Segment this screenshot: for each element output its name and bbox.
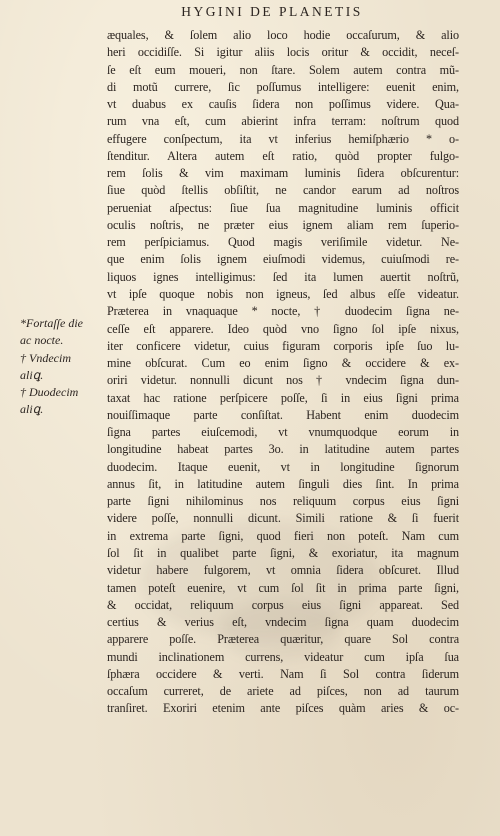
text-line: ſphæra occidere & verti. Nam ſi Sol contra ſiderum [107, 666, 459, 681]
text-line: iter conficere videtur, cuius figuram corporis ipſe ſuo lu- [107, 338, 459, 353]
text-line: ceſſe eſt apparere. Ideo quòd vno ſigno ſol ipſe nixus, [107, 321, 459, 336]
text-line: annus ſit, in latitudine autem ſinguli dies ſint. In prima [107, 476, 459, 491]
text-line: ſtenditur. Altera autem eſt ratio, quòd propter fulgo- [107, 148, 459, 163]
text-line: in extrema parte ſigni, quod fieri non poteſt. Nam cum [107, 528, 459, 543]
text-line: videtur habere fulgorem, vt omnia ſidera obſcuret. Illud [107, 563, 459, 578]
text-line: nouiſſimaque parte conſiſtat. Habent enim duodecim [107, 407, 459, 422]
text-line: rem ſolis & vim maximam luminis ſidera obſcurentur: [107, 166, 459, 181]
body-text [107, 27, 459, 718]
margin-notes [20, 315, 104, 419]
margin-note: ac nocte. [20, 333, 64, 348]
text-line: ſe eſt eum moueri, non ſtare. Solem autem contra mũ- [107, 62, 459, 77]
text-line: effugere conſpectum, ita vt inferius hemiſphærio * o- [107, 131, 459, 146]
text-line: tamen poteſt euenire, vt cum ſol ſit in prima parte ſigni, [107, 580, 459, 595]
text-line: videre poſſe, nonnulli dicunt. Simili ratione & ſi fuerit [107, 511, 459, 526]
text-line: ſigna partes eiuſcemodi, vt vnumquodque eorum in [107, 425, 459, 440]
text-line: di motũ currere, ſic poſſumus intelligere: euenit enim, [107, 79, 459, 94]
text-line: taxat hac ratione perſpicere poſſe, ſi in eius ſigni prima [107, 390, 459, 405]
margin-note: *Fortaſſe die [20, 316, 83, 330]
text-line: vt ipſe quoque nobis non igneus, ſed albus eſſe videatur. [107, 286, 459, 301]
text-line: perueniat aſpectus: ſiue ſua magnitudine luminis officit [107, 200, 459, 215]
margin-note: † Duodecim [20, 385, 79, 400]
text-line: parte ſigni nihilominus nos reliquum corpus eius ſigni [107, 494, 459, 509]
text-line: vt duabus ex cauſis ſidera non poſſimus videre. Qua- [107, 97, 459, 112]
text-line: occaſum curreret, de ariete ad piſces, non ad taurum [107, 684, 459, 699]
text-line: Præterea in vnaquaque * nocte, † duodecim ſigna ne- [107, 304, 459, 319]
text-line: que enim ſolis ignem eiuſmodi videmus, cuiuſmodi re- [107, 252, 459, 267]
text-line: certius & verius eſt, vndecim ſigna quam duodecim [107, 615, 459, 630]
text-line: rum vna eſt, cum abierint infra terram: noſtrum quod [107, 114, 459, 129]
text-line: rem perſpiciamus. Quod magis veriſimile videtur. Ne- [107, 235, 459, 250]
margin-note: † Vndecim [20, 350, 71, 365]
text-line: tranſiret. Exoriri etenim ante piſces quàm aries & oc- [107, 701, 459, 716]
text-line: ſol ſit in qualibet parte ſigni, & exoriatur, ita magnum [107, 545, 459, 560]
text-line: liquos ignes intelligimus: ſed ita lumen auertit noſtrũ, [107, 269, 459, 284]
text-line: & occidat, reliquum corpus eius ſigni appareat. Sed [107, 597, 459, 612]
text-line: mundi inclinationem currens, videatur cum ipſa ſua [107, 649, 459, 664]
text-line: duodecim. Itaque euenit, vt in longitudine ſignorum [107, 459, 459, 474]
text-line: apparere poſſe. Præterea quæritur, quare Sol contra [107, 632, 459, 647]
margin-note: aliꝗ. [20, 367, 44, 382]
text-line: mine obſcurat. Cum eo enim ſigno & occidere & ex- [107, 356, 459, 371]
margin-note: aliꝗ. [20, 402, 44, 417]
running-title: HYGINI DE PLANETIS [181, 4, 363, 19]
text-line: heri occidiſſe. Si igitur aliis locis oritur & occidit, neceſ- [107, 45, 459, 60]
text-line: oriri videtur. nonnulli dicunt nos † vndecim ſigna dun- [107, 373, 459, 388]
text-line: æquales, & ſolem alio loco hodie occaſurum, & alio [107, 28, 459, 42]
text-line: longitudine habeat partes 3o. in latitudine autem partes [107, 442, 459, 457]
text-line: ſiue quòd ſtellis obſiſtit, ne candor earum ad noſtros [107, 183, 459, 198]
text-line: oculis noſtris, ne præter eius ignem aliam rem ſuperio- [107, 217, 459, 232]
